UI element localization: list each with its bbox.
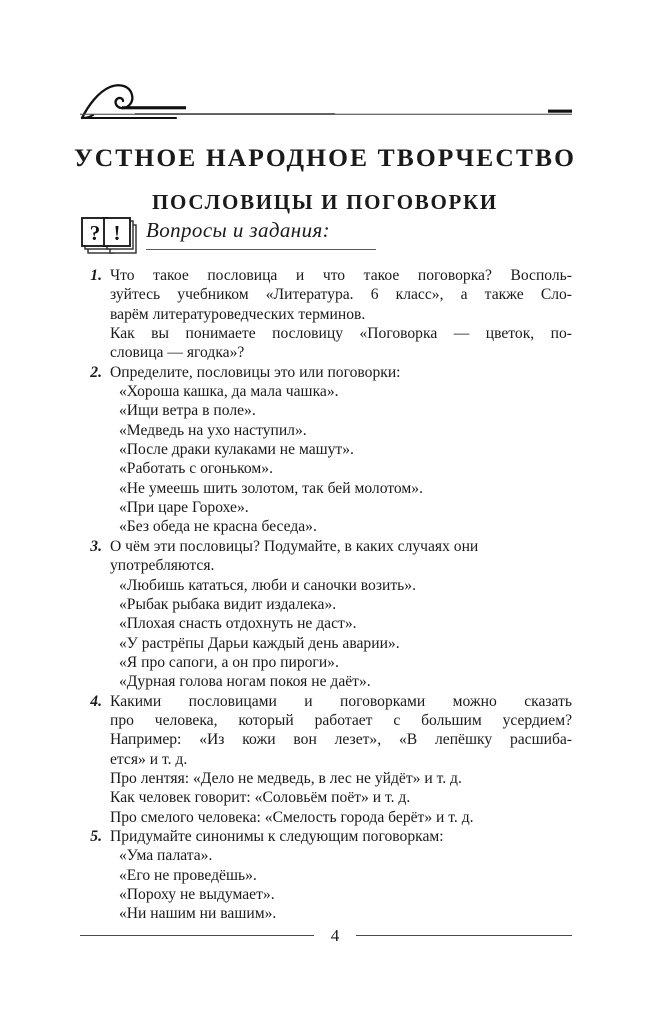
page-subtitle: ПОСЛОВИЦЫ И ПОГОВОРКИ bbox=[152, 190, 498, 214]
question-line: ется» и т. д. bbox=[110, 750, 188, 768]
proverb-line: «После драки кулаками не машут». bbox=[119, 441, 354, 459]
proverb-line: «Любишь кататься, люби и саночки возить». bbox=[119, 576, 416, 594]
proverb-line: «Не умеешь шить золотом, так бей молотом». bbox=[119, 479, 423, 497]
proverb-line: «Рыбак рыбака видит издалека». bbox=[119, 595, 337, 613]
wave-scroll-icon bbox=[80, 84, 572, 130]
proverb-line: «Ума палата». bbox=[119, 847, 213, 865]
question-line: Про смелого человека: «Смелость города берёт» и т. д. bbox=[110, 808, 474, 826]
footer-rule-right bbox=[356, 935, 572, 936]
proverb-line: «Ищи ветра в поле». bbox=[119, 402, 256, 420]
questions-heading-underline bbox=[146, 249, 376, 250]
proverb-line: «Плохая снасть отдохнуть не даст». bbox=[119, 615, 357, 633]
question-line: варём литературоведческих терминов. bbox=[110, 305, 366, 323]
question-line: про человека, который работает с большим усердием? bbox=[110, 711, 572, 729]
question-number: 1. bbox=[90, 267, 102, 284]
question-item bbox=[72, 537, 572, 692]
question-number: 2. bbox=[90, 363, 102, 381]
page-footer bbox=[0, 925, 650, 955]
questions-banner bbox=[80, 216, 572, 256]
question-item bbox=[72, 363, 572, 537]
questions-heading: Вопросы и задания: bbox=[146, 218, 331, 242]
question-item bbox=[72, 827, 572, 924]
question-line: употребляются. bbox=[110, 557, 215, 575]
question-line: Что такое пословица и что такое поговорка? Восполь- bbox=[110, 267, 572, 284]
proverb-line: «При царе Горохе». bbox=[119, 499, 249, 517]
question-item bbox=[72, 692, 572, 827]
proverb-line: «Ни нашим ни вашим». bbox=[119, 905, 277, 923]
question-item bbox=[72, 266, 572, 363]
proverb-line: «Работать с огоньком». bbox=[119, 460, 273, 478]
questions-list bbox=[72, 266, 572, 924]
footer-rule-left bbox=[80, 935, 314, 936]
question-line: Например: «Из кожи вон лезет», «В лепёшку расшиба- bbox=[110, 731, 572, 749]
question-number: 5. bbox=[90, 827, 102, 845]
proverb-line: «Дурная голова ногам покоя не даёт». bbox=[119, 673, 371, 691]
proverb-line: «Медведь на ухо наступил». bbox=[119, 421, 307, 439]
question-line: Определите, пословицы это или поговорки: bbox=[110, 363, 401, 381]
question-number: 4. bbox=[90, 692, 102, 710]
question-line: словица — ягодка»? bbox=[110, 344, 245, 362]
question-line: О чём эти пословицы? Подумайте, в каких случаях они bbox=[110, 537, 479, 555]
question-line: Как человек говорит: «Соловьём поёт» и т. д. bbox=[110, 789, 411, 807]
page-title: УСТНОЕ НАРОДНОЕ ТВОРЧЕСТВО bbox=[73, 143, 577, 172]
question-line: Про лентяя: «Дело не медведь, в лес не уйдёт» и т. д. bbox=[110, 769, 462, 787]
proverb-line: «Его не проведёшь». bbox=[119, 866, 257, 884]
proverb-line: «Без обеда не красна беседа». bbox=[119, 518, 317, 536]
proverb-line: «У растрёпы Дарьи каждый день аварии». bbox=[119, 634, 400, 652]
question-line: Как вы понимаете пословицу «Поговорка — цветок, по- bbox=[110, 325, 572, 343]
question-line: Придумайте синонимы к следующим поговоркам: bbox=[110, 827, 444, 845]
question-number: 3. bbox=[90, 537, 102, 555]
question-line: зуйтесь учебником «Литература. 6 класс», а также Сло- bbox=[110, 286, 572, 304]
svg-text:!: ! bbox=[113, 221, 121, 245]
svg-text:?: ? bbox=[89, 221, 101, 245]
proverb-line: «Пороху не выдумает». bbox=[119, 886, 275, 903]
header-ornament bbox=[80, 84, 572, 130]
page-number: 4 bbox=[330, 926, 340, 945]
proverb-line: «Я про сапоги, а он про пироги». bbox=[119, 653, 339, 671]
proverb-line: «Хороша кашка, да мала чашка». bbox=[119, 383, 339, 401]
question-cards-icon bbox=[80, 217, 152, 255]
question-line: Какими пословицами и поговорками можно сказать bbox=[110, 692, 572, 710]
